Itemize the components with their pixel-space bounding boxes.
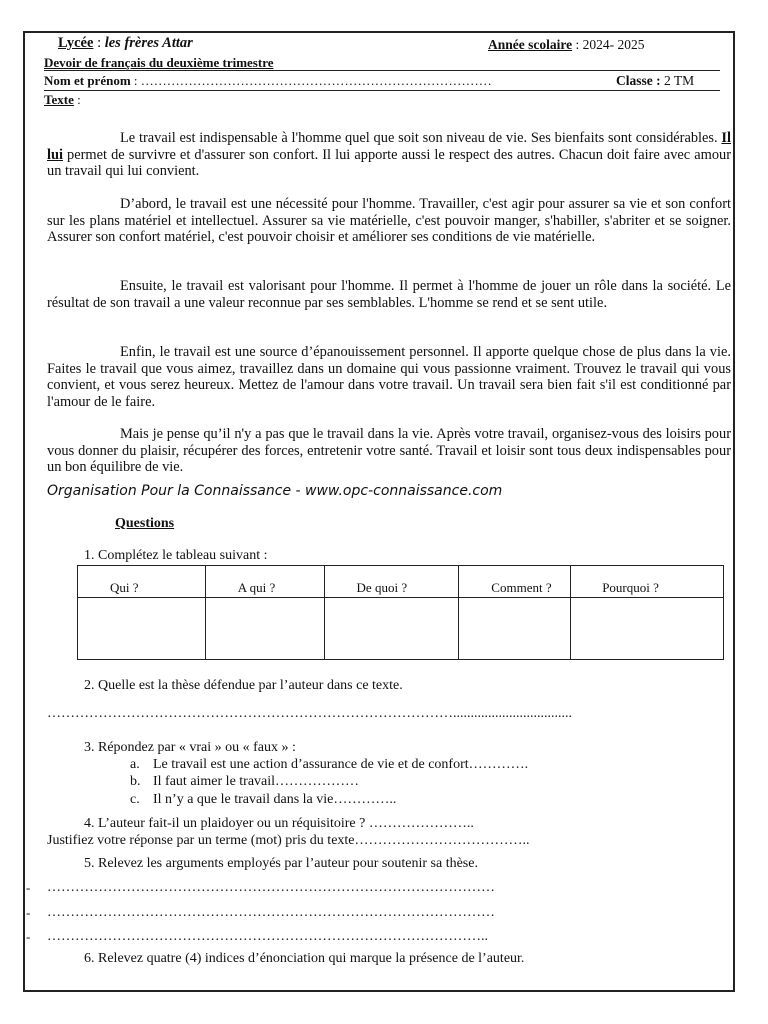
texte-heading [44, 92, 81, 108]
devoir-title: Devoir de français du deuxième trimestre [44, 55, 274, 70]
lycee-line [58, 35, 193, 52]
table-header-a-qui: A qui ? [205, 566, 324, 598]
paragraph-4 [47, 344, 731, 410]
question-1: 1. Complétez le tableau suivant : [84, 548, 268, 563]
paragraph-5-text: Mais je pense qu’il n'y a pas que le travail dans la vie. Après votre travail, organisez-vous des loisirs pour vous donner du plaisir, récupérer des forces, entretenir votre santé. Travail et loisir sont tous deux indispensables pour un bon équilibre de vie. [47, 426, 731, 475]
question-4[interactable]: 4. L’auteur fait-il un plaidoyer ou un réquisitoire ? ………………….. [84, 816, 474, 831]
table-header-de-quoi: De quoi ? [324, 566, 459, 598]
nom-label: Nom et prénom [44, 73, 131, 88]
annee-scolaire [488, 37, 645, 53]
nom-line [44, 73, 492, 89]
question-5-answer-line-1[interactable]: …………………………………………………………………………………… [47, 880, 495, 895]
question-3a [130, 757, 528, 773]
nom-dots[interactable]: : ……………………………………………………………………… [130, 73, 492, 88]
question-5-answer-line-3[interactable]: ………………………………………………………………………………….. [47, 929, 488, 944]
paragraph-5 [47, 426, 731, 476]
classe-label: Classe : [616, 73, 661, 88]
lycee-separator: : [93, 35, 105, 51]
annee-label: Année scolaire [488, 37, 573, 52]
table-header-pourquoi: Pourquoi ? [571, 566, 724, 598]
question-3b [130, 774, 359, 790]
question-3c-letter: c. [130, 792, 140, 807]
header-rule-bottom [44, 90, 720, 91]
paragraph-1 [47, 130, 731, 180]
dash-marker: - [26, 905, 31, 920]
dash-marker: - [26, 929, 31, 944]
question-3b-text[interactable]: Il faut aimer le travail……………… [153, 774, 360, 789]
classe-value: 2 TM [660, 73, 695, 88]
paragraph-4-text: Enfin, le travail est une source d’épanouissement personnel. Il apporte quelque chose de plus dans la vie. Faites le travail que vous aimez, travaillez dans un domaine qui vous passionne vraiment. Trouvez le travail qui vous convient, et vous serez heureux. Mettez de l'amour dans votre travail. Un travail sera bien fait s'il est conditionné par l'amour de le faire. [47, 344, 731, 410]
table-cell[interactable] [324, 598, 459, 660]
question-6: 6. Relevez quatre (4) indices d’énonciation qui marque la présence de l’auteur. [84, 951, 525, 966]
header-rule-top [44, 70, 720, 71]
annee-value: : 2024- 2025 [572, 37, 645, 52]
table-cell[interactable] [571, 598, 724, 660]
paragraph-2 [47, 196, 731, 246]
table-header-comment: Comment ? [459, 566, 571, 598]
question-5: 5. Relevez les arguments employés par l’auteur pour soutenir sa thèse. [84, 856, 478, 871]
table-cell[interactable] [78, 598, 206, 660]
texte-colon: : [73, 92, 81, 107]
question-3a-letter: a. [130, 757, 140, 772]
paragraph-3-text: Ensuite, le travail est valorisant pour l'homme. Il permet à l'homme de jouer un rôle dans la société. Le résultat de son travail a une valeur reconnue par ses semblables. L'homme se rend et se sent utile. [47, 278, 731, 311]
question-3a-text[interactable]: Le travail est une action d’assurance de vie et de confort…………. [153, 757, 529, 772]
question-3c-text[interactable]: Il n’y a que le travail dans la vie………….. [153, 792, 397, 807]
paragraph-3 [47, 278, 731, 311]
question-2-answer-line[interactable]: …………………………………………………………………………….................................. [47, 706, 572, 721]
question-5-answer-line-2[interactable]: …………………………………………………………………………………… [47, 905, 495, 920]
question-3b-letter: b. [130, 774, 141, 789]
question-2: 2. Quelle est la thèse défendue par l’auteur dans ce texte. [84, 678, 403, 693]
question-3c [130, 792, 396, 808]
table-cell[interactable] [205, 598, 324, 660]
question-3: 3. Répondez par « vrai » ou « faux » : [84, 740, 296, 755]
paragraph-1-emphasis: Il lui [47, 130, 731, 163]
paragraph-1-end: permet de survivre et d'assurer son confort. Il lui apporte aussi le respect des autres. Chacun doit faire avec amour un travail qui lui convient. [47, 146, 731, 179]
question-4-justify[interactable]: Justifiez votre réponse par un terme (mot) pris du texte……………………………….. [47, 833, 530, 848]
table-cell[interactable] [459, 598, 571, 660]
table-header-qui: Qui ? [78, 566, 206, 598]
classe [616, 73, 694, 89]
source-citation: Organisation Pour la Connaissance - www.opc-connaissance.com [47, 483, 503, 499]
lycee-label: Lycée [58, 35, 94, 51]
paragraph-2-text: D’abord, le travail est une nécessité pour l'homme. Travailler, c'est agir pour assurer sa vie et son confort sur les plans matériel et intellectuel. Assurer sa vie matérielle, c'est pouvoir manger, s'habiller, s'abriter et se soigner. Assurer son confort matériel, c'est pouvoir choisir et améliorer ses conditions de vie matérielle. [47, 196, 731, 245]
questions-title: Questions [115, 516, 175, 531]
answer-table [77, 565, 724, 660]
paragraph-1-start: Le travail est indispensable à l'homme quel que soit son niveau de vie. Ses bienfaits sont considérables. [120, 130, 722, 146]
lycee-name: les frères Attar [104, 35, 193, 51]
dash-marker: - [26, 880, 31, 895]
texte-label: Texte [44, 92, 74, 107]
